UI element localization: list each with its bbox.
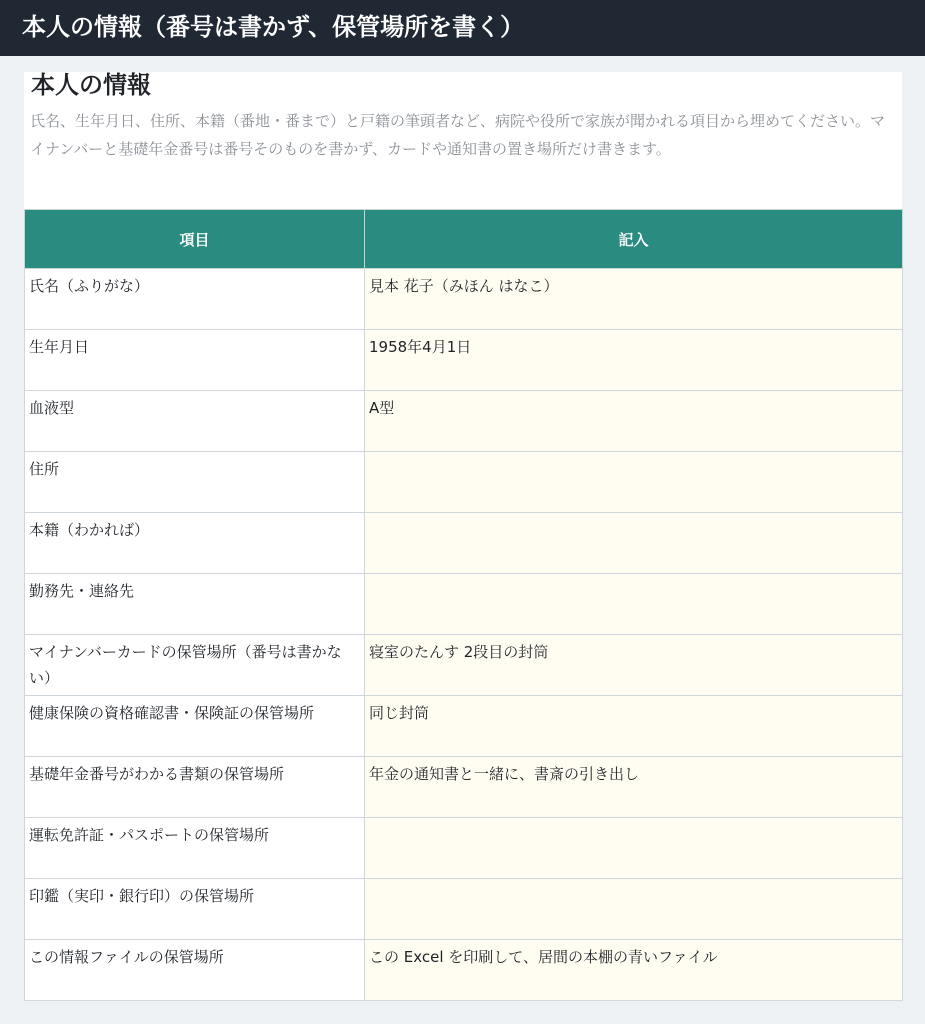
value-cell[interactable]: 寝室のたんす 2段目の封筒 [365,635,903,696]
item-cell[interactable]: 勤務先・連絡先 [25,574,365,635]
item-cell[interactable]: 住所 [25,452,365,513]
table-row [25,879,903,940]
value-cell[interactable] [365,513,903,574]
item-cell[interactable]: 生年月日 [25,330,365,391]
item-cell[interactable]: 氏名（ふりがな） [25,269,365,330]
table-row [25,574,903,635]
table-row [25,635,903,696]
item-cell[interactable]: マイナンバーカードの保管場所（番号は書かない） [25,635,365,696]
table-row [25,513,903,574]
item-cell[interactable]: 印鑑（実印・銀行印）の保管場所 [25,879,365,940]
value-cell[interactable]: A型 [365,391,903,452]
value-cell[interactable] [365,574,903,635]
column-header-item: 項目 [25,210,365,269]
value-cell[interactable]: 同じ封筒 [365,696,903,757]
window-title: 本人の情報（番号は書かず、保管場所を書く） [0,0,925,56]
value-cell[interactable] [365,818,903,879]
item-cell[interactable]: 本籍（わかれば） [25,513,365,574]
table-row [25,757,903,818]
item-cell[interactable]: 血液型 [25,391,365,452]
table-row [25,818,903,879]
table-row [25,330,903,391]
table-row [25,696,903,757]
item-cell[interactable]: 基礎年金番号がわかる書類の保管場所 [25,757,365,818]
value-cell[interactable] [365,879,903,940]
table-row [25,269,903,330]
section-description: 氏名、生年月日、住所、本籍（番地・番まで）と戸籍の筆頭者など、病院や役所で家族が聞かれる項目から埋めてください。マイナンバーと基礎年金番号は番号そのものを書かず、カードや通知書の置き場所だけ書きます。 [30,112,886,158]
item-cell[interactable]: 健康保険の資格確認書・保険証の保管場所 [25,696,365,757]
column-header-entry: 記入 [365,210,903,269]
table-header-row [25,210,903,269]
value-cell[interactable]: 見本 花子（みほん はなこ） [365,269,903,330]
value-cell[interactable]: 1958年4月1日 [365,330,903,391]
section-panel [24,72,902,209]
value-cell[interactable]: 年金の通知書と一緒に、書斎の引き出し [365,757,903,818]
section-title: 本人の情報 [31,71,151,99]
table-row [25,940,903,1001]
item-cell[interactable]: 運転免許証・パスポートの保管場所 [25,818,365,879]
value-cell[interactable] [365,452,903,513]
info-table [24,209,903,1001]
table-row [25,391,903,452]
value-cell[interactable]: この Excel を印刷して、居間の本棚の青いファイル [365,940,903,1001]
table-row [25,452,903,513]
item-cell[interactable]: この情報ファイルの保管場所 [25,940,365,1001]
